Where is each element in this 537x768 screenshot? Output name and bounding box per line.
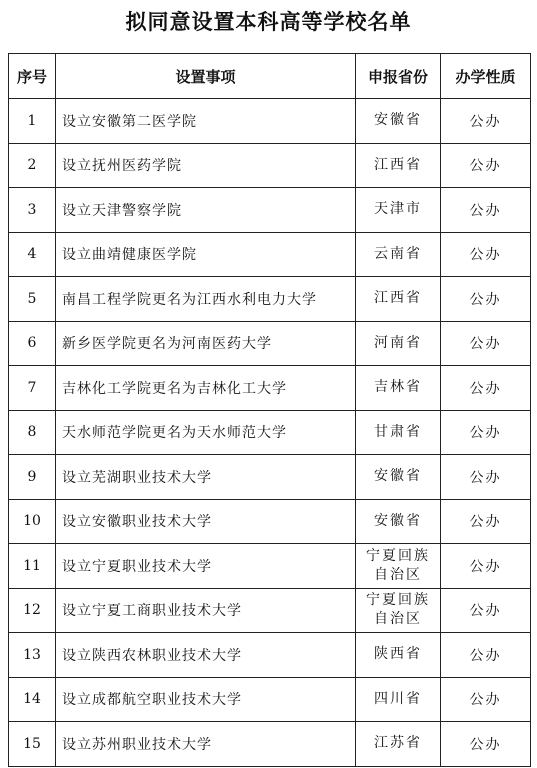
page-title: 拟同意设置本科高等学校名单 <box>125 10 412 34</box>
row-province <box>356 588 441 633</box>
province-line: 自治区 <box>374 611 422 628</box>
header-type: 办学性质 <box>441 54 531 99</box>
row-type: 公办 <box>441 232 531 277</box>
province-line: 安徽省 <box>374 468 422 485</box>
row-item: 设立陕西农林职业技术大学 <box>56 633 356 678</box>
row-province <box>356 321 441 366</box>
row-item: 设立安徽职业技术大学 <box>56 499 356 544</box>
table-row <box>9 633 531 678</box>
header-item: 设置事项 <box>56 54 356 99</box>
table-row <box>9 232 531 277</box>
school-list-table <box>8 53 531 767</box>
province-line: 安徽省 <box>374 112 422 129</box>
row-number: 6 <box>9 321 56 366</box>
row-province <box>356 232 441 277</box>
row-province <box>356 366 441 411</box>
province-line: 自治区 <box>374 566 422 583</box>
row-type: 公办 <box>441 677 531 722</box>
row-item: 设立宁夏工商职业技术大学 <box>56 588 356 633</box>
province-line: 云南省 <box>374 245 422 262</box>
row-number: 2 <box>9 143 56 188</box>
table-row <box>9 588 531 633</box>
table-row <box>9 99 531 144</box>
row-type: 公办 <box>441 588 531 633</box>
row-type: 公办 <box>441 455 531 500</box>
province-line: 四川省 <box>374 690 422 707</box>
row-province <box>356 188 441 233</box>
row-number: 9 <box>9 455 56 500</box>
table-row <box>9 366 531 411</box>
row-number: 4 <box>9 232 56 277</box>
row-number: 7 <box>9 366 56 411</box>
row-type: 公办 <box>441 188 531 233</box>
row-number: 5 <box>9 277 56 322</box>
row-type: 公办 <box>441 277 531 322</box>
row-item: 设立成都航空职业技术大学 <box>56 677 356 722</box>
table-row <box>9 321 531 366</box>
row-province <box>356 633 441 678</box>
row-type: 公办 <box>441 99 531 144</box>
province-line: 宁夏回族 <box>366 547 430 564</box>
row-item: 设立曲靖健康医学院 <box>56 232 356 277</box>
province-line: 安徽省 <box>374 512 422 529</box>
table-header-row <box>9 54 531 99</box>
row-number: 8 <box>9 410 56 455</box>
row-item: 设立芜湖职业技术大学 <box>56 455 356 500</box>
table-row <box>9 499 531 544</box>
row-number: 15 <box>9 722 56 767</box>
row-province <box>356 410 441 455</box>
row-item: 新乡医学院更名为河南医药大学 <box>56 321 356 366</box>
row-number: 1 <box>9 99 56 144</box>
row-number: 11 <box>9 544 56 589</box>
row-province <box>356 143 441 188</box>
row-item: 南昌工程学院更名为江西水利电力大学 <box>56 277 356 322</box>
row-type: 公办 <box>441 722 531 767</box>
row-province <box>356 544 441 589</box>
row-item: 设立安徽第二医学院 <box>56 99 356 144</box>
row-number: 14 <box>9 677 56 722</box>
row-province <box>356 677 441 722</box>
province-line: 江苏省 <box>374 735 422 752</box>
header-province: 申报省份 <box>356 54 441 99</box>
table-row <box>9 188 531 233</box>
province-line: 宁夏回族 <box>366 592 430 609</box>
row-type: 公办 <box>441 410 531 455</box>
province-line: 陕西省 <box>374 646 422 663</box>
row-number: 3 <box>9 188 56 233</box>
table-row <box>9 455 531 500</box>
row-province <box>356 277 441 322</box>
row-province <box>356 99 441 144</box>
row-type: 公办 <box>441 499 531 544</box>
province-line: 江西省 <box>374 156 422 173</box>
province-line: 江西省 <box>374 290 422 307</box>
table-row <box>9 677 531 722</box>
row-item: 设立苏州职业技术大学 <box>56 722 356 767</box>
province-line: 甘肃省 <box>374 423 422 440</box>
row-item: 吉林化工学院更名为吉林化工大学 <box>56 366 356 411</box>
table-row <box>9 143 531 188</box>
row-item: 天水师范学院更名为天水师范大学 <box>56 410 356 455</box>
province-line: 吉林省 <box>374 379 422 396</box>
header-no: 序号 <box>9 54 56 99</box>
table-row <box>9 410 531 455</box>
table-row <box>9 277 531 322</box>
row-type: 公办 <box>441 366 531 411</box>
province-line: 河南省 <box>374 334 422 351</box>
row-type: 公办 <box>441 143 531 188</box>
table-row <box>9 544 531 589</box>
row-item: 设立抚州医药学院 <box>56 143 356 188</box>
row-type: 公办 <box>441 633 531 678</box>
table-row <box>9 722 531 767</box>
row-number: 13 <box>9 633 56 678</box>
row-number: 12 <box>9 588 56 633</box>
province-line: 天津市 <box>374 201 422 218</box>
row-type: 公办 <box>441 321 531 366</box>
row-item: 设立宁夏职业技术大学 <box>56 544 356 589</box>
row-type: 公办 <box>441 544 531 589</box>
table-body <box>9 99 531 767</box>
row-province <box>356 722 441 767</box>
row-number: 10 <box>9 499 56 544</box>
row-province <box>356 455 441 500</box>
row-item: 设立天津警察学院 <box>56 188 356 233</box>
row-province <box>356 499 441 544</box>
